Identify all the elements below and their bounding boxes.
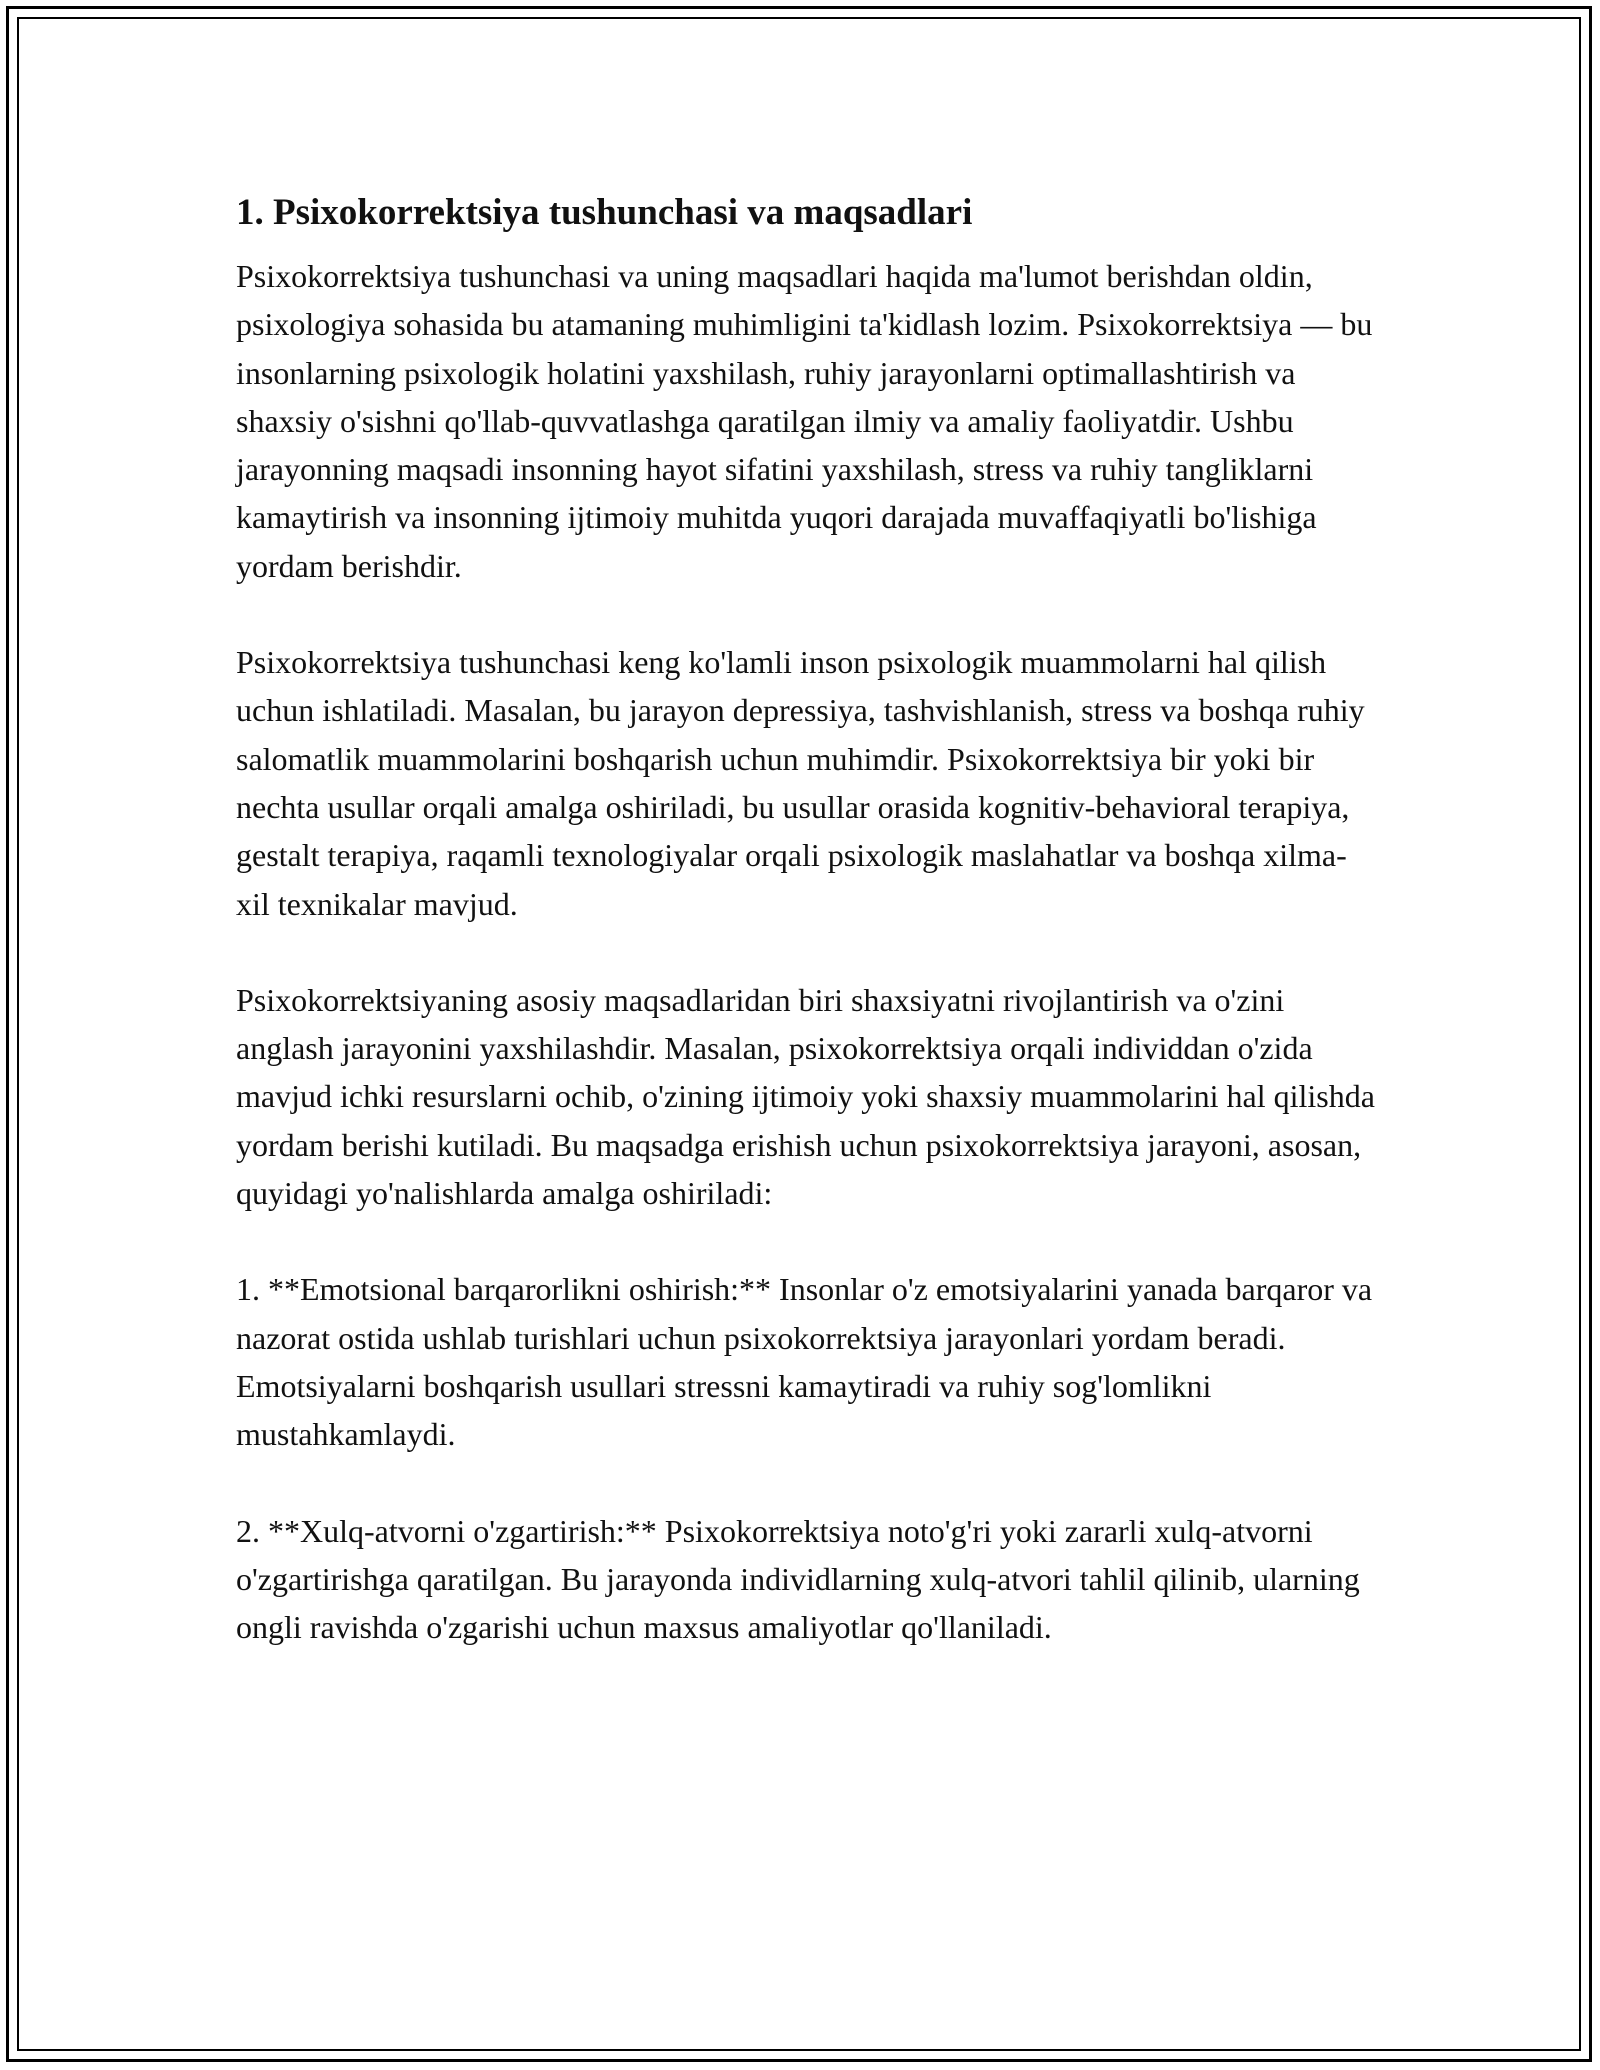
list-item-emotional-stability: 1. **Emotsional barqarorlikni oshirish:** Insonlar o'z emotsiyalarini yanada barqaror va nazorat ostida ushlab turishlari uchun psixokorrektsiya jarayonlari yordam beradi. Emotsiyalarni boshqarish usullari stressni kamaytiradi va ruhiy sog'lomlikni mustahkamlaydi. [236, 1271, 1373, 1453]
paragraph-goals: Psixokorrektsiyaning asosiy maqsadlaridan biri shaxsiyatni rivojlantirish va o'zini anglash jarayonini yaxshilashdir. Masalan, psixokorrektsiya orqali individdan o'zida mavjud ichki resurslarni ochib, o'zining ijtimoiy yoki shaxsiy muammolarini hal qilishda yordam berishi kutiladi. Bu maqsadga erishish uchun psixokorrektsiya jarayoni, asosan, quyidagi yo'nalishlarda amalga oshiriladi: [236, 981, 1375, 1212]
paragraph-definition: Psixokorrektsiya tushunchasi va uning maqsadlari haqida ma'lumot berishdan oldin, psixologiya sohasida bu atamaning muhimligini ta'kidlash lozim. Psixokorrektsiya — bu insonlarning psixologik holatini yaxshilash, ruhiy jarayonlarni optimallashtirish va shaxsiy o'sishni qo'llab-quvvatlashga qaratilgan ilmiy va amaliy faoliyatdir. Ushbu jarayonning maqsadi insonning hayot sifatini yaxshilash, stress va ruhiy tangliklarni kamaytirish va insonning ijtimoiy muhitda yuqori darajada muvaffaqiyatli bo'lishiga yordam berishdir. [236, 258, 1373, 584]
document-body [236, 188, 1376, 1651]
section-heading: 1. Psixokorrektsiya tushunchasi va maqsadlari [236, 192, 973, 233]
list-item-behavior-change: 2. **Xulq-atvorni o'zgartirish:** Psixokorrektsiya noto'g'ri yoki zararli xulq-atvorni o'zgartirishga qaratilgan. Bu jarayonda individlarning xulq-atvori tahlil qilinib, ularning ongli ravishda o'zgarishi uchun maxsus amaliyotlar qo'llaniladi. [236, 1512, 1360, 1646]
paragraph-usage: Psixokorrektsiya tushunchasi keng ko'lamli inson psixologik muammolarni hal qilish uchun ishlatiladi. Masalan, bu jarayon depressiya, tashvishlanish, stress va boshqa ruhiy salomatlik muammolarini boshqarish uchun muhimdir. Psixokorrektsiya bir yoki bir nechta usullar orqali amalga oshiriladi, bu usullar orasida kognitiv-behavioral terapiya, gestalt terapiya, raqamli texnologiyalar orqali psixologik maslahatlar va boshqa xilma-xil texnikalar mavjud. [236, 644, 1365, 922]
